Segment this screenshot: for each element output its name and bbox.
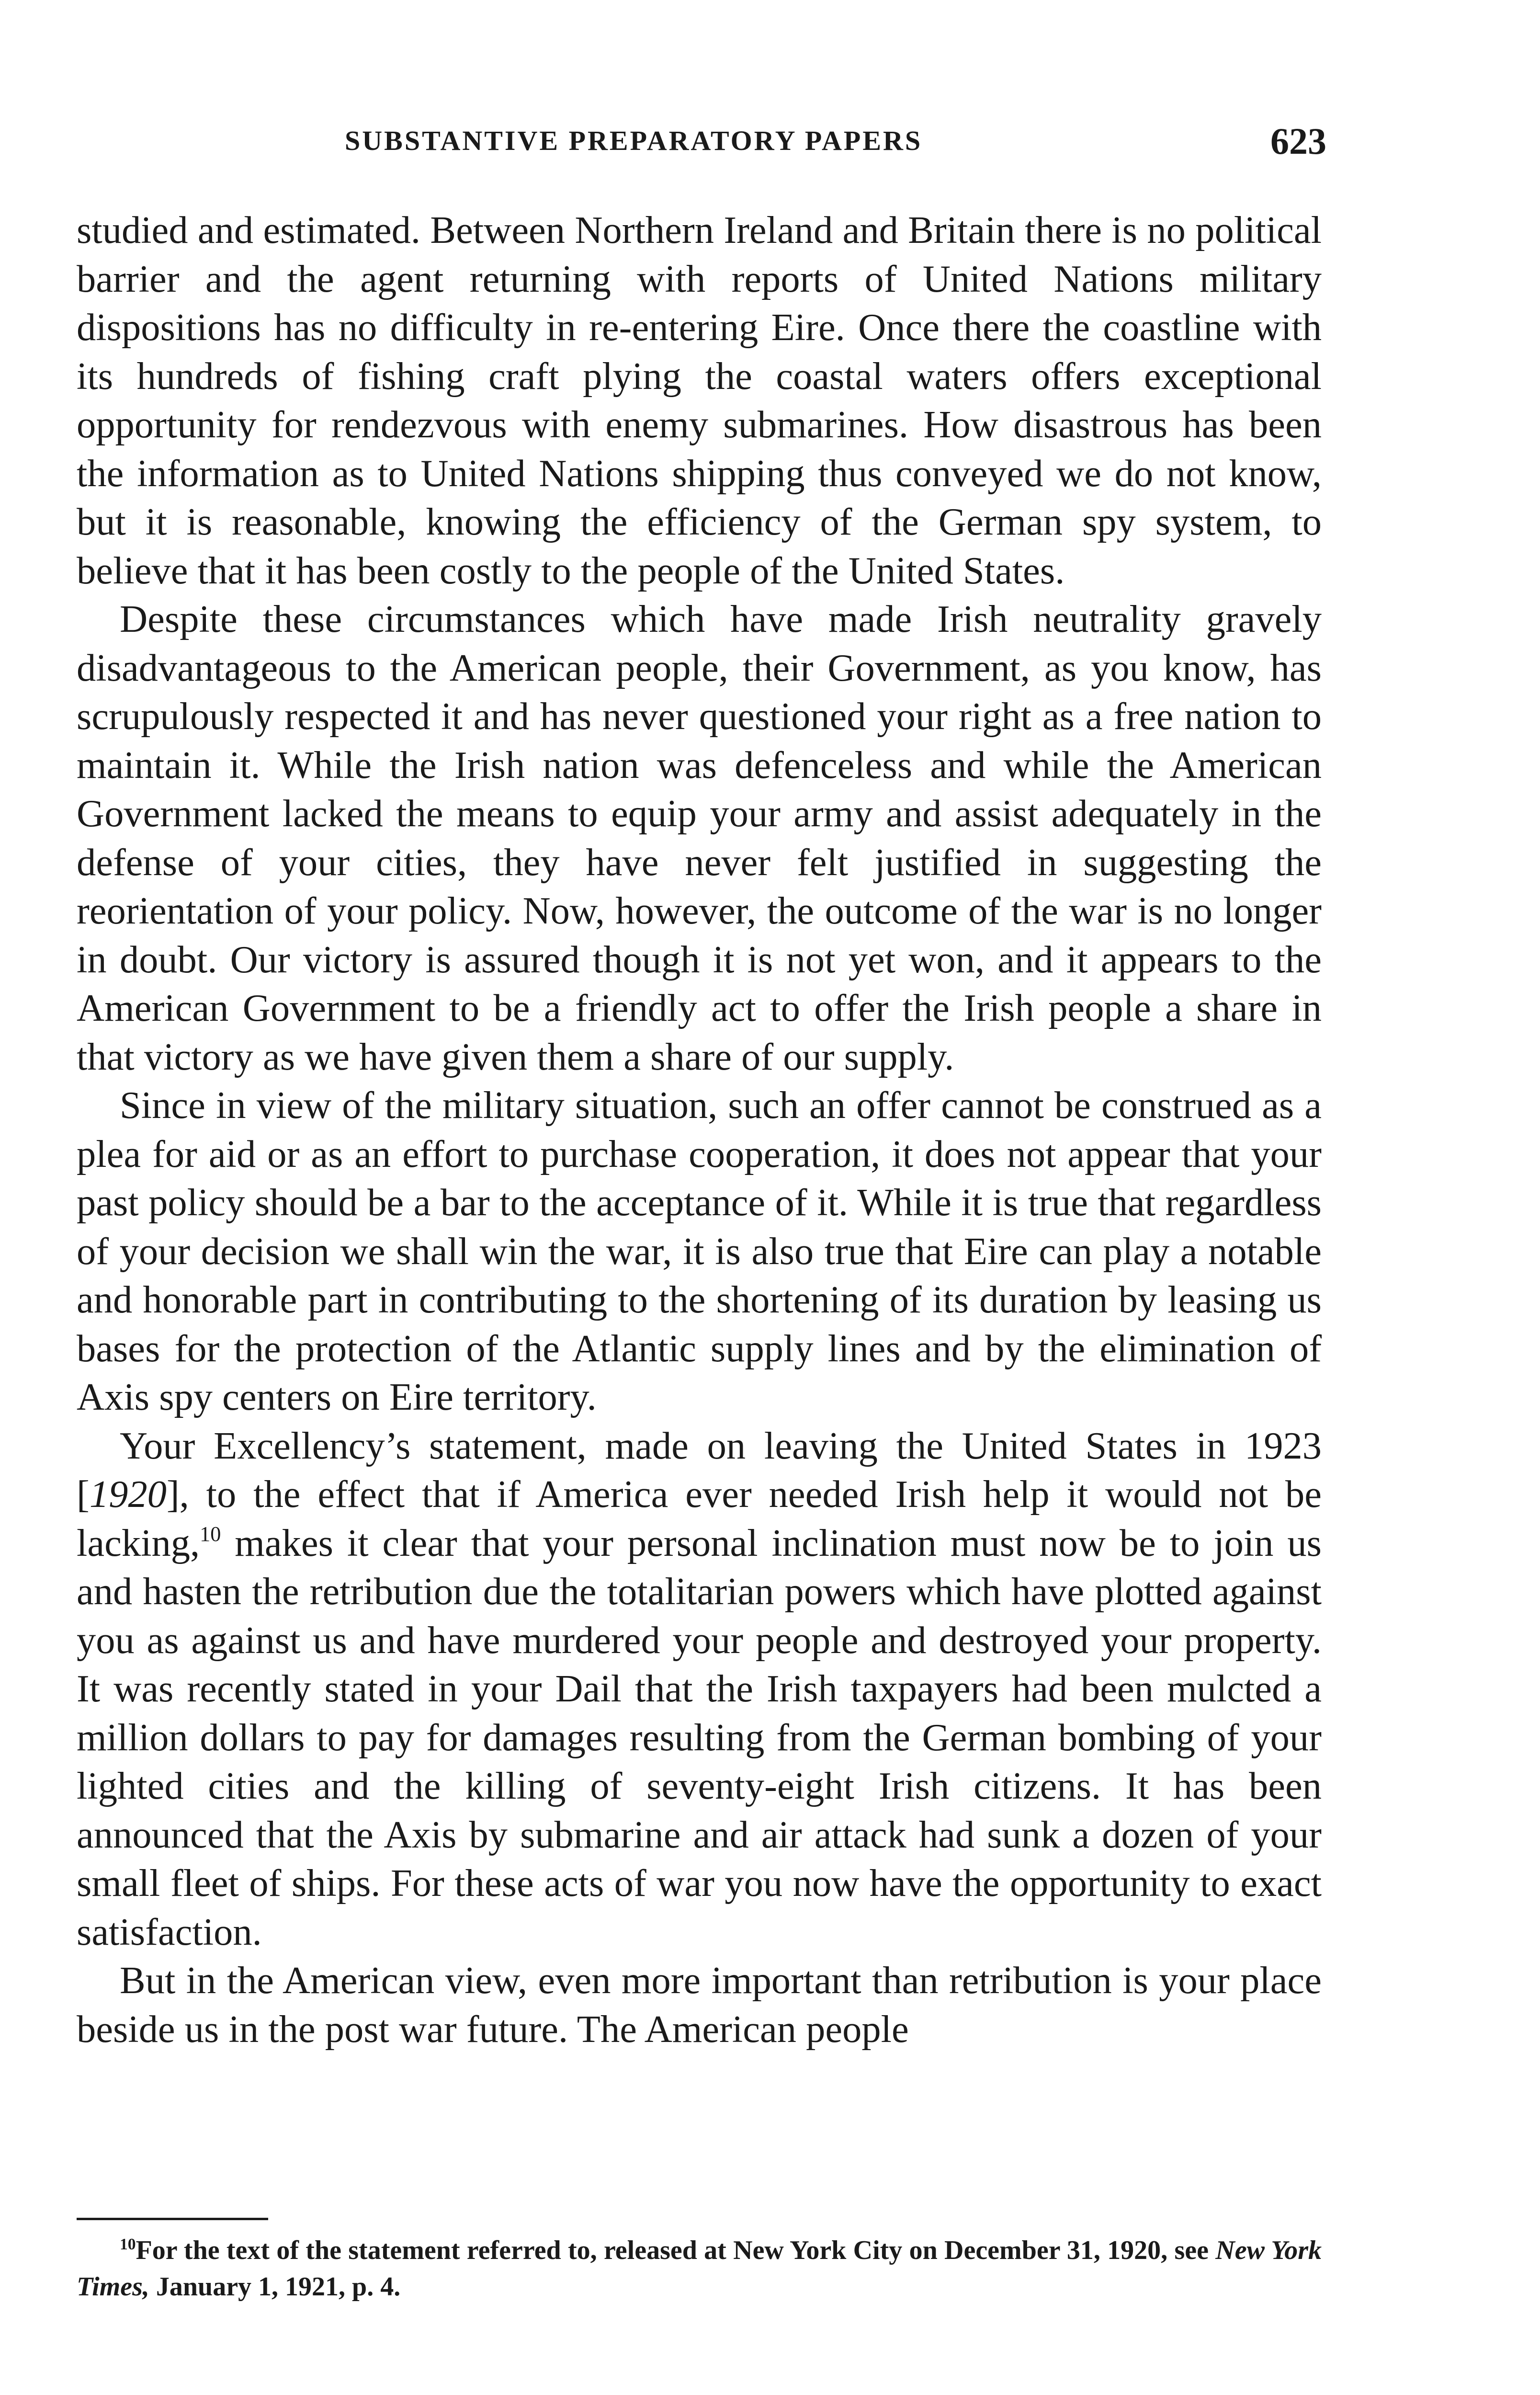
paragraph-2: Despite these circumstances which have made Irish neutrality gravely disadvantageous to the American people, their Government, as you know, has scrupulously respected it and has never questioned your right as a free nation to maintain it. While the Irish nation was defenceless and while the American Government lacked the means to equip your army and assist adequately in the defense of your cities, they have never felt justified in suggesting the reorientation of your policy. Now, however, the outcome of the war is no longer in doubt. Our victory is assured though it is not yet won, and it appears to the American Government to be a friendly act to offer the Irish people a share in that victory as we have given them a share of our supply.: [77, 598, 1322, 1078]
running-title: SUBSTANTIVE PREPARATORY PAPERS: [345, 125, 923, 156]
paragraph-4: [77, 1422, 1322, 1957]
footnote-reference[interactable]: 10: [200, 1522, 221, 1546]
page-number: 623: [1270, 120, 1326, 162]
footnote: [77, 2232, 1322, 2305]
paragraph-4-text-a: Your Excellency’s statement, made on leaving the United States in 1923 [: [77, 1424, 1322, 1516]
footnote-text-b: January 1, 1921, p. 4.: [149, 2272, 401, 2302]
footnote-text-a: For the text of the statement referred to, released at New York City on December 31, 1920, see: [136, 2235, 1216, 2265]
paragraph-5: But in the American view, even more important than retribution is your place beside us in the post war future. The American people: [77, 1959, 1322, 2051]
footnote-divider: [77, 2218, 268, 2220]
paragraph-3: Since in view of the military situation, such an offer cannot be construed as a plea for aid or as an effort to purchase cooperation, it does not appear that your past policy should be a bar to the acceptance of it. While it is true that regardless of your decision we shall win the war, it is also true that Eire can play a notable and honorable part in contributing to the shortening of its duration by leasing us bases for the protection of the Atlantic supply lines and by the elimination of Axis spy centers on Eire territory.: [77, 1084, 1322, 1418]
bracketed-year: 1920: [89, 1473, 167, 1516]
body-text: [77, 206, 1322, 2053]
footnote-number: 10: [120, 2235, 136, 2253]
paragraph-4-text-b: ], to the effect that if America ever needed Irish help it would not be lacking,: [77, 1473, 1322, 1564]
running-head: [77, 120, 1326, 177]
paragraph-4-text-c: makes it clear that your personal inclination must now be to join us and hasten the retribution due the totalitarian powers which have plotted against you as against us and have murdered your people and destroyed your property. It was recently stated in your Dail that the Irish taxpayers had been mulcted a million dollars to pay for damages resulting from the German bombing of your lighted cities and the killing of seventy-eight Irish citizens. It has been announced that the Axis by submarine and air attack had sunk a dozen of your small fleet of ships. For these acts of war you now have the opportunity to exact satisfaction.: [77, 1521, 1322, 1953]
paragraph-1: studied and estimated. Between Northern Ireland and Britain there is no political barrier and the agent returning with reports of United Nations military dispositions has no difficulty in re-entering Eire. Once there the coastline with its hundreds of fishing craft plying the coastal waters offers exceptional opportunity for rendezvous with enemy submarines. How disastrous has been the information as to United Nations shipping thus conveyed we do not know, but it is reasonable, knowing the efficiency of the German spy system, to believe that it has been costly to the people of the United States.: [77, 209, 1322, 592]
footnote-publication: New York Times,: [77, 2235, 1322, 2302]
